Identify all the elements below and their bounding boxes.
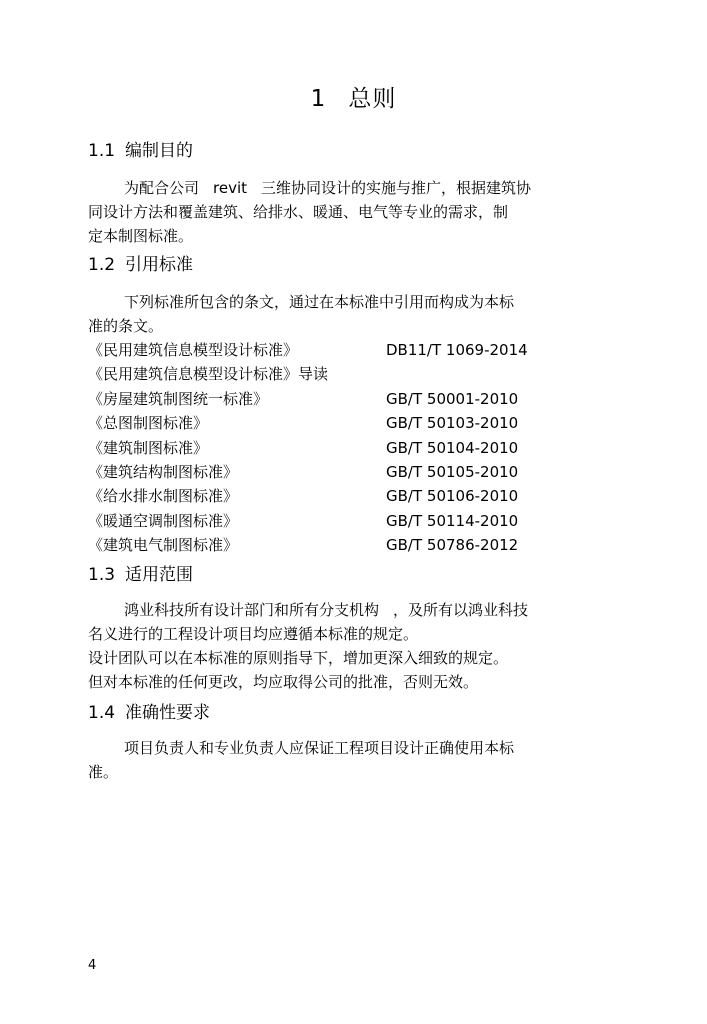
section-number: 1.1 (88, 141, 116, 161)
reference-code: GB/T 50103-2010 (386, 414, 519, 433)
chapter-number: 1 (310, 86, 327, 112)
reference-item (88, 362, 608, 386)
page-number: 4 (88, 958, 97, 973)
paragraph-line: 但对本标准的任何更改，均应取得公司的批准，否则无效。 (88, 673, 479, 691)
section-1-1-body (88, 176, 588, 248)
reference-code: GB/T 50001-2010 (386, 389, 519, 408)
paragraph-line: 准的条文。 (88, 317, 164, 335)
reference-code: GB/T 50104-2010 (386, 438, 519, 457)
reference-item (88, 436, 608, 460)
paragraph-line: 准。 (88, 763, 119, 781)
paragraph-line: 设计团队可以在本标准的原则指导下，增加更深入细致的规定。 (88, 649, 509, 667)
reference-item (88, 484, 608, 508)
reference-name: 《建筑电气制图标准》 (88, 536, 239, 555)
section-1-4-body (88, 736, 588, 784)
paragraph-line: 定本制图标准。 (88, 227, 194, 245)
reference-code: GB/T 50105-2010 (386, 462, 519, 481)
section-heading-1-2 (88, 250, 193, 275)
reference-list (88, 338, 608, 558)
paragraph-line: 名义进行的工程设计项目均应遵循本标准的规定。 (88, 625, 419, 643)
section-title: 准确性要求 (125, 703, 211, 723)
reference-name: 《民用建筑信息模型设计标准》 (88, 341, 299, 359)
reference-name: 《房屋建筑制图统一标准》 (88, 389, 269, 408)
section-1-3-body (88, 598, 588, 694)
reference-code: GB/T 50114-2010 (386, 511, 519, 530)
reference-name: 《暖通空调制图标准》 (88, 511, 239, 530)
reference-code: DB11/T 1069-2014 (386, 341, 528, 359)
section-heading-1-1 (88, 136, 193, 161)
reference-item (88, 533, 608, 557)
paragraph-line: 鸿业科技所有设计部门和所有分支机构 ，及所有以鸿业科技 (124, 601, 529, 619)
reference-item (88, 411, 608, 435)
paragraph-line: 下列标准所包含的条文，通过在本标准中引用而构成为本标 (124, 293, 515, 311)
section-1-2-body (88, 290, 588, 338)
reference-item (88, 509, 608, 533)
reference-code: GB/T 50106-2010 (386, 487, 519, 506)
section-title: 编制目的 (125, 141, 194, 161)
section-number: 1.4 (88, 703, 116, 723)
reference-item (88, 460, 608, 484)
section-number: 1.2 (88, 255, 116, 275)
section-heading-1-4 (88, 698, 210, 723)
reference-item (88, 338, 608, 362)
section-heading-1-3 (88, 560, 193, 585)
reference-item (88, 387, 608, 411)
section-title: 适用范围 (125, 565, 194, 585)
reference-name: 《民用建筑信息模型设计标准》导读 (88, 365, 329, 384)
paragraph-line: 同设计方法和覆盖建筑、给排水、暖通、电气等专业的需求，制 (88, 203, 509, 221)
reference-name: 《建筑结构制图标准》 (88, 462, 239, 481)
reference-name: 《建筑制图标准》 (88, 438, 209, 457)
section-number: 1.3 (88, 565, 116, 585)
section-title: 引用标准 (125, 255, 194, 275)
chapter-title (0, 80, 707, 113)
paragraph-line: 项目负责人和专业负责人应保证工程项目设计正确使用本标 (124, 739, 515, 757)
reference-name: 《给水排水制图标准》 (88, 487, 239, 506)
reference-code: GB/T 50786-2012 (386, 536, 519, 555)
paragraph-line: 为配合公司 revit 三维协同设计的实施与推广，根据建筑协 (124, 179, 532, 197)
reference-name: 《总图制图标准》 (88, 414, 209, 433)
chapter-title-text: 总则 (348, 86, 397, 112)
